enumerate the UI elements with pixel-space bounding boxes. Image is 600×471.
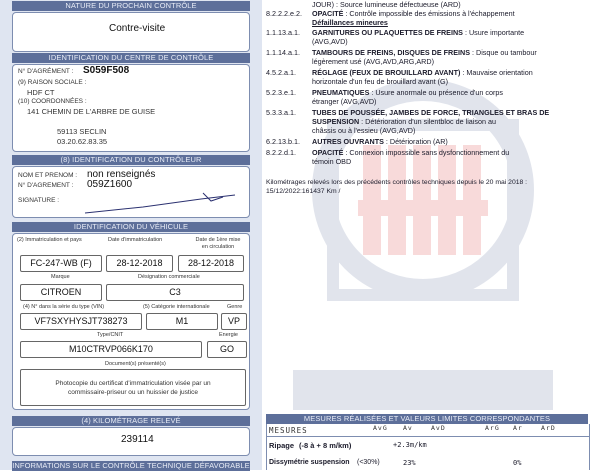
- controller-name-value: non renseignés: [87, 169, 156, 180]
- center-phone: 03.20.62.83.35: [57, 137, 108, 146]
- center-header: IDENTIFICATION DU CENTRE DE CONTRÔLE: [12, 53, 250, 63]
- categorie-field: M1: [146, 313, 218, 330]
- marque-label: Marque: [51, 274, 70, 280]
- date-first-field: 28-12-2018: [178, 255, 244, 272]
- vin-label: (4) N° dans la série du type (VIN): [23, 304, 105, 310]
- center-agrement-value: S059F508: [83, 65, 130, 76]
- date-immat-field: 28-12-2018: [106, 255, 173, 272]
- categorie-label: (5) Catégorie internationale: [143, 304, 210, 310]
- next-visit-value: Contre-visite: [109, 23, 166, 34]
- date-first-label: Date de 1ère mise en circulation: [195, 237, 241, 250]
- marque-field: CITROEN: [20, 284, 102, 301]
- signature-mark: [83, 189, 243, 217]
- defect-line-15: 8.2.2.d.1. OPACITÉ : Connexion impossible sans dysfonctionnement du: [266, 148, 510, 157]
- docs-line2: commissaire-priseur ou un huissier de justice: [67, 389, 199, 396]
- defect-line-11: 5.3.3.a.1. TUBES DE POUSSÉE, JAMBES DE FORCE, TRIANGLES ET BRAS DE: [266, 108, 550, 117]
- mileage-value: 239114: [121, 434, 154, 445]
- col-av: Av: [403, 424, 413, 432]
- controller-header: (8) IDENTIFICATION DU CONTRÔLEUR: [12, 155, 250, 165]
- vin-field: VF7SXYHYSJT738273: [20, 313, 142, 330]
- defect-line-13: châssis ou à l'essieu (AVG,AVD): [312, 126, 416, 135]
- defect-line-8: horizontale d'un feu de brouillard avant (G): [312, 77, 449, 86]
- vehicle-header: IDENTIFICATION DU VÉHICULE: [12, 222, 250, 232]
- defect-line-12: SUSPENSION : Détérioration d'un silentbloc de liaison au: [312, 117, 496, 126]
- center-agrement-label: N° D'AGRÉMENT :: [18, 68, 74, 75]
- center-coord-label: (10) COORDONNÉES :: [18, 98, 87, 105]
- measures-table: [266, 424, 590, 470]
- type-label: Type/CNIT: [97, 332, 124, 338]
- center-raison-label: (9) RAISON SOCIALE :: [18, 79, 87, 86]
- defect-line-14: 6.2.13.b.1. AUTRES OUVRANTS : Détérioration (AR): [266, 137, 448, 146]
- docs-label: Document(s) présenté(s): [105, 361, 166, 367]
- mileage-history-1: Kilométrages relevés lors des précédents contrôles techniques depuis le 20 mai 2018 :: [266, 179, 528, 186]
- susp-row: [267, 459, 589, 470]
- docs-box: [20, 369, 246, 406]
- next-visit-header: NATURE DU PROCHAIN CONTRÔLE: [12, 1, 250, 11]
- col-ar: Ar: [513, 424, 523, 432]
- ripage-label: Ripage: [269, 441, 295, 450]
- col-arg: ArG: [485, 424, 500, 432]
- susp-label: Dissymétrie suspension: [269, 459, 350, 466]
- unfavorable-header: INFORMATIONS SUR LE CONTRÔLE TECHNIQUE DÉFAVORABLE: [12, 461, 250, 470]
- susp-ar: 0%: [513, 459, 522, 467]
- controller-agrement-value: 059Z1600: [87, 179, 133, 190]
- defect-line-4: (AVG,AVD): [312, 37, 348, 46]
- next-visit-box: [12, 12, 250, 52]
- vehicle-box: [12, 233, 250, 410]
- center-city: 59113 SECLIN: [57, 127, 107, 136]
- defect-line-1: 8.2.2.2.e.2. OPACITÉ : Contrôle impossible des émissions à l'échappement: [266, 9, 515, 18]
- measures-header: MESURES RÉALISÉES ET VALEURS LIMITES CORRESPONDANTES: [266, 414, 588, 424]
- ripage-limit: (-8 à + 8 m/km): [299, 441, 352, 450]
- genre-label: Genre: [227, 304, 243, 310]
- designation-label: Désignation commerciale: [138, 274, 200, 280]
- col-avg: AvG: [373, 424, 388, 432]
- defect-line-3: 1.1.13.a.1. GARNITURES OU PLAQUETTES DE FREINS : Usure importante: [266, 28, 525, 37]
- center-address: 141 CHEMIN DE L'ARBRE DE GUISE: [27, 107, 156, 116]
- defect-line-9: 5.2.3.e.1. PNEUMATIQUES : Usure anormale ou présence d'un corps: [266, 88, 503, 97]
- defect-line-2: Défaillances mineures: [312, 18, 388, 27]
- genre-field: VP: [221, 313, 247, 330]
- measures-col-header: [267, 424, 589, 435]
- date-immat-label: Date d'immatriculation: [108, 237, 163, 243]
- measures-divider: [267, 436, 589, 437]
- susp-limit: (<30%): [357, 459, 380, 466]
- designation-field: C3: [106, 284, 244, 301]
- immat-field: FC-247-WB (F): [20, 255, 102, 272]
- mileage-header: (4) KILOMÉTRAGE RELEVÉ: [12, 416, 250, 426]
- ripage-row: [267, 441, 589, 452]
- controller-name-label: NOM ET PRENOM :: [18, 172, 78, 179]
- defect-line-5: 1.1.14.a.1. TAMBOURS DE FREINS, DISQUES DE FREINS : Disque ou tambour: [266, 48, 537, 57]
- energie-label: Energie: [219, 332, 238, 338]
- col-ard: ArD: [541, 424, 556, 432]
- type-field: M10CTRVP066K170: [20, 341, 202, 358]
- mileage-history-2: 15/12/2022:161437 Km /: [266, 188, 341, 195]
- center-box: [12, 64, 250, 152]
- controller-box: [12, 166, 250, 218]
- col-avd: AvD: [431, 424, 446, 432]
- defect-line-7: 4.5.2.a.1. RÉGLAGE (FEUX DE BROUILLARD AVANT) : Mauvaise orientation: [266, 68, 533, 77]
- col-mesures: MESURES: [269, 426, 308, 435]
- defect-line-0: JOUR) : Source lumineuse défectueuse (ARD): [312, 0, 461, 9]
- defect-line-6: légèrement usé (AVG,AVD,ARG,ARD): [312, 57, 434, 66]
- center-raison-value: HDF CT: [27, 88, 55, 97]
- controller-agrement-label: N° D'AGREMENT :: [18, 182, 74, 189]
- ripage-value: +2.3m/km: [393, 441, 427, 449]
- defect-line-10: étranger (AVG,AVD): [312, 97, 377, 106]
- mileage-box: [12, 427, 250, 456]
- susp-avg: 23%: [403, 459, 416, 467]
- docs-line1: Photocopie du certificat d'immatriculation visée par un: [55, 380, 211, 387]
- defect-line-16: témoin OBD: [312, 157, 352, 166]
- controller-signature-label: SIGNATURE :: [18, 197, 60, 204]
- immat-label: (2) Immatriculation et pays: [17, 237, 82, 243]
- energie-field: GO: [207, 341, 247, 358]
